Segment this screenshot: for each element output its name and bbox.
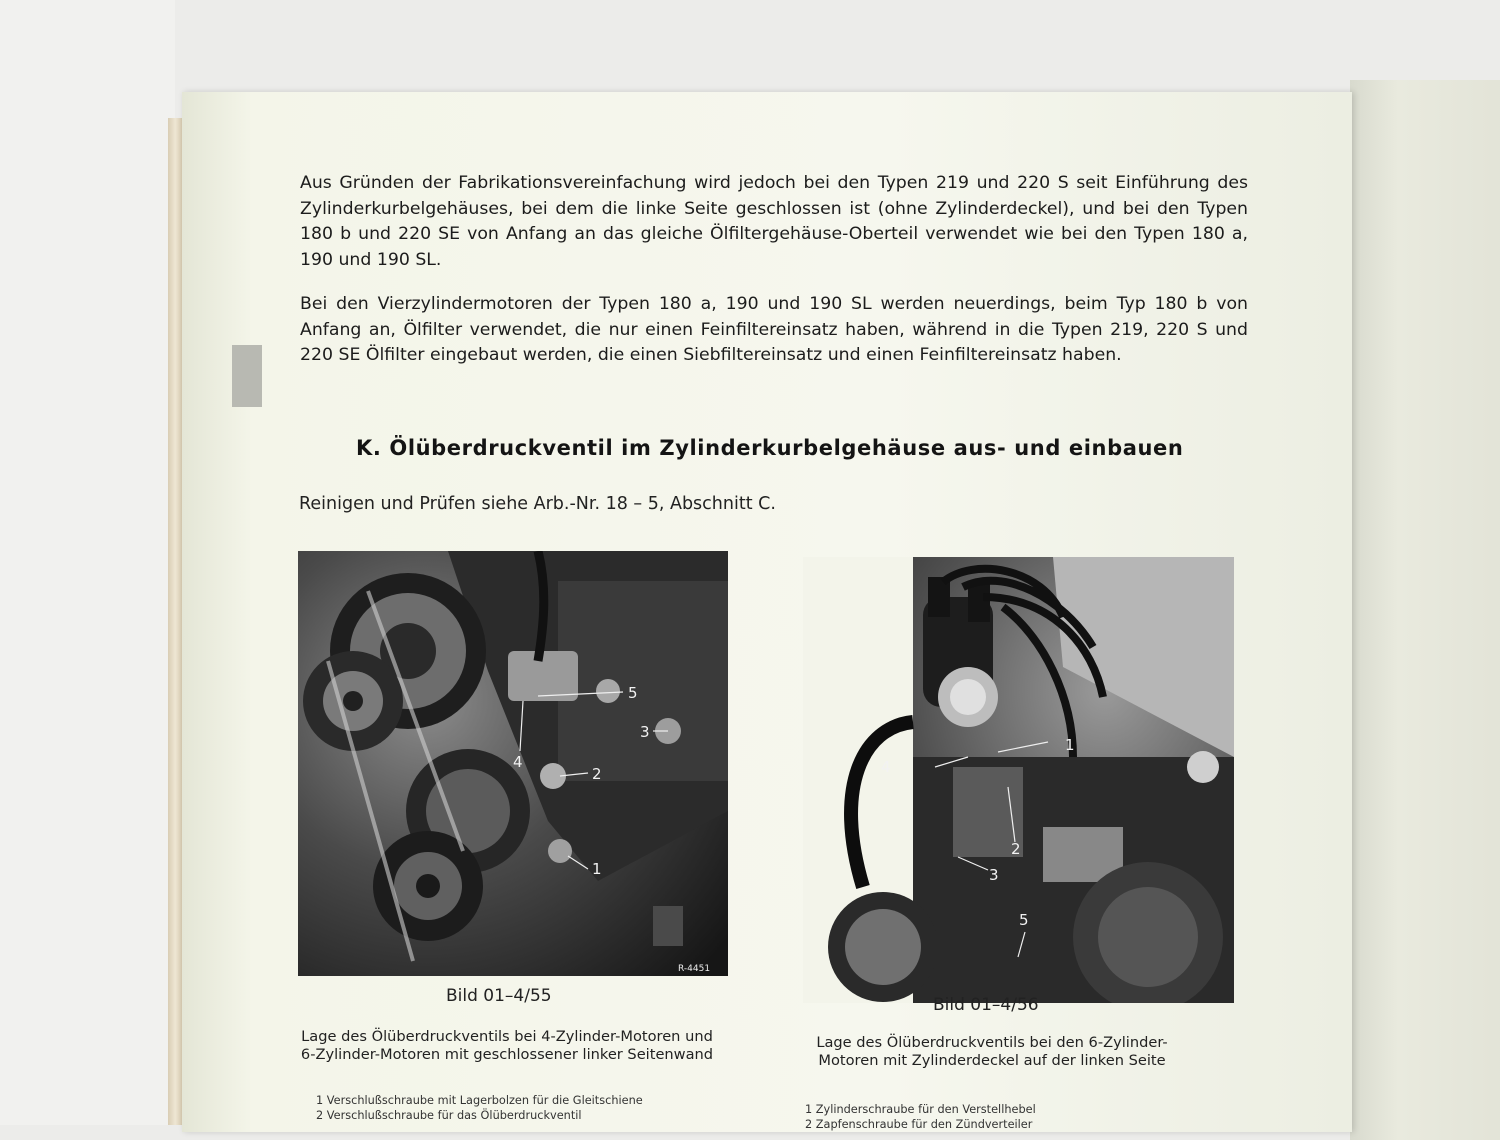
paragraph-2: Bei den Vierzylindermotoren der Typen 180 a, 190 und 190 SL werden neuerdings, beim Typ 180 b von Anfang an, Ölfilter verwendet, die nur einen Feinfiltereinsatz haben, während in die Typen 219, 220 S und 220 SE Ölfilter eingebaut werden, die einen Siebfiltereinsatz und einen Feinfiltereinsatz haben. <box>300 294 1248 366</box>
section-subline: Reinigen und Prüfen siehe Arb.-Nr. 18 – 5, Abschnitt C. <box>299 494 776 514</box>
figure-label-1: Bild 01–4/55 <box>446 986 552 1006</box>
callout-5: 5 <box>628 684 638 702</box>
callout-3: 3 <box>640 723 650 741</box>
callout-3: 3 <box>989 866 999 884</box>
paragraph-1: Aus Gründen der Fabrikationsvereinfachung wird jedoch bei den Typen 219 und 220 S seit Einführung des Zylinderkurbelgehäuses, bei dem die linke Seite geschlossen ist (ohne Zylinderdeckel), und bei den Typen 180 b und 220 SE von Anfang an das gleiche Ölfiltergehäuse-Oberteil verwendet wie bei den Typen 180 a, 190 und 190 SL. <box>300 173 1248 270</box>
figure-caption-2: Lage des Ölüberdruckventils bei den 6-Zylinder-Motoren mit Zylinderdeckel auf der linken Seite <box>816 1034 1168 1069</box>
figure-legend-2 <box>805 1103 1165 1132</box>
callout-5: 5 <box>1019 911 1029 929</box>
section-heading: K. Ölüberdruckventil im Zylinderkurbelgehäuse aus- und einbauen <box>356 436 1184 460</box>
callout-2: 2 <box>592 765 602 783</box>
legend-item: 2 Zapfenschraube für den Zündverteiler <box>805 1117 1033 1131</box>
callout-4: 4 <box>513 753 523 771</box>
callout-4: 4 <box>881 758 891 776</box>
thumb-index-tab <box>232 345 262 407</box>
background-left <box>0 0 175 1125</box>
callout-1: 1 <box>1065 736 1075 754</box>
engine-photo-6-cylinder <box>803 557 1234 1003</box>
callout-2: 2 <box>1011 840 1021 858</box>
callout-1: 1 <box>592 860 602 878</box>
legend-item: 1 Zylinderschraube für den Verstellhebel <box>805 1103 1036 1116</box>
figure-caption-1: Lage des Ölüberdruckventils bei 4-Zylinder-Motoren und 6-Zylinder-Motoren mit geschlossener linker Seitenwand <box>300 1028 714 1063</box>
engine-photo-4-cylinder <box>298 551 728 976</box>
figure-label-2: Bild 01–4/56 <box>933 995 1039 1015</box>
photo-code: R-4451 <box>678 964 711 974</box>
figure-legend-1 <box>316 1094 736 1123</box>
legend-item: 1 Verschlußschraube mit Lagerbolzen für die Gleitschiene <box>316 1094 643 1107</box>
facing-page-edge <box>1350 80 1500 1140</box>
legend-item: 2 Verschlußschraube für das Ölüberdruckventil <box>316 1108 582 1122</box>
